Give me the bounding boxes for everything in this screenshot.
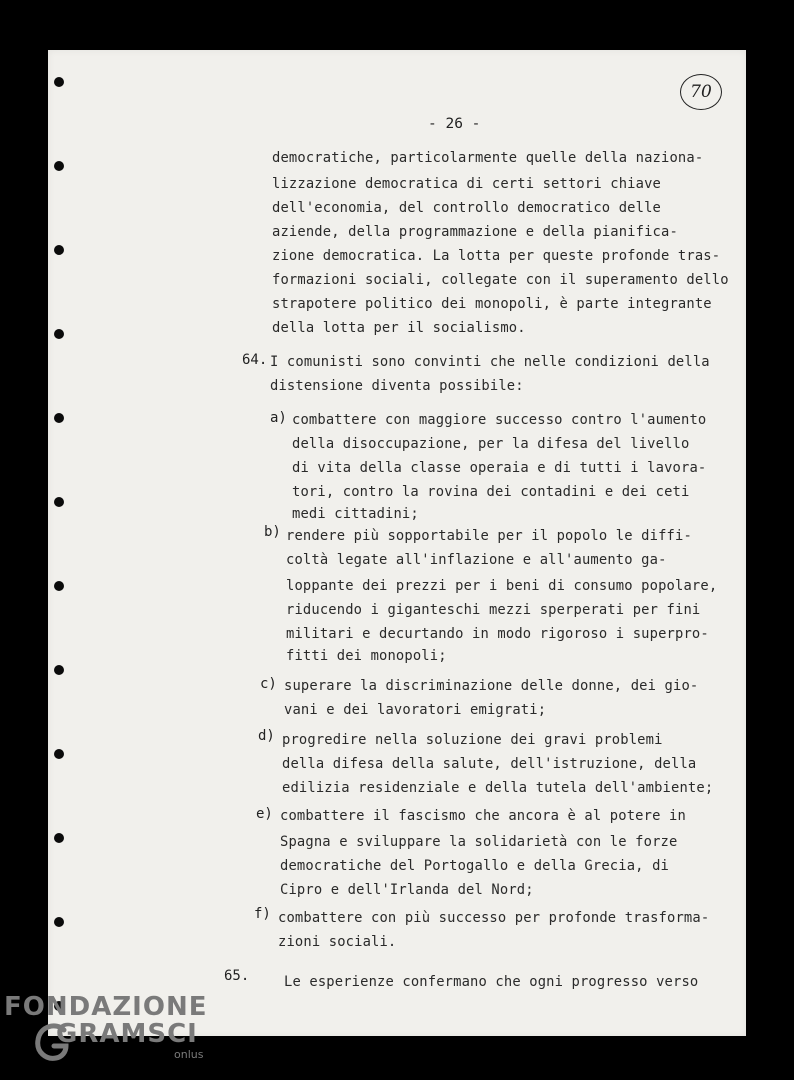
item-c-line: vani e dei lavoratori emigrati; bbox=[284, 702, 547, 718]
item-f-line: zioni sociali. bbox=[278, 934, 397, 950]
item-e-line: Spagna e sviluppare la solidarietà con le forze bbox=[280, 834, 678, 850]
watermark-line3: onlus bbox=[174, 1048, 204, 1061]
item-marker-d: d) bbox=[258, 728, 275, 744]
binder-hole bbox=[54, 497, 64, 507]
binder-hole bbox=[54, 917, 64, 927]
item-b-line: coltà legate all'inflazione e all'aumento ga- bbox=[286, 552, 667, 568]
body-line: dell'economia, del controllo democratico delle bbox=[272, 200, 661, 216]
document-page bbox=[48, 50, 746, 1036]
body-line: strapotere politico dei monopoli, è parte integrante bbox=[272, 296, 712, 312]
binder-hole bbox=[54, 413, 64, 423]
section-65-line: Le esperienze confermano che ogni progresso verso bbox=[284, 974, 699, 990]
binder-hole bbox=[54, 581, 64, 591]
binder-hole bbox=[54, 161, 64, 171]
item-a-line: combattere con maggiore successo contro l'aumento bbox=[292, 412, 707, 428]
item-b-line: militari e decurtando in modo rigoroso i superpro- bbox=[286, 626, 709, 642]
body-line: aziende, della programmazione e della pianifica- bbox=[272, 224, 678, 240]
item-marker-a: a) bbox=[270, 410, 287, 426]
item-marker-f: f) bbox=[254, 906, 271, 922]
watermark-line1: FONDAZIONE bbox=[4, 992, 208, 1022]
binder-hole bbox=[54, 749, 64, 759]
item-marker-c: c) bbox=[260, 676, 277, 692]
item-b-line: rendere più sopportabile per il popolo le diffi- bbox=[286, 528, 692, 544]
item-d-line: edilizia residenziale e della tutela dell'ambiente; bbox=[282, 780, 714, 796]
item-a-line: medi cittadini; bbox=[292, 506, 419, 522]
section-64-intro: I comunisti sono convinti che nelle condizioni della bbox=[270, 354, 710, 370]
page-number: - 26 - bbox=[428, 116, 481, 132]
binder-hole bbox=[54, 833, 64, 843]
body-line: della lotta per il socialismo. bbox=[272, 320, 526, 336]
item-marker-e: e) bbox=[256, 806, 273, 822]
watermark-line2: GRAMSCI bbox=[56, 1019, 198, 1049]
body-line: zione democratica. La lotta per queste profonde tras- bbox=[272, 248, 721, 264]
watermark bbox=[4, 992, 208, 1072]
item-a-line: di vita della classe operaia e di tutti i lavora- bbox=[292, 460, 707, 476]
item-c-line: superare la discriminazione delle donne, dei gio- bbox=[284, 678, 699, 694]
item-d-line: progredire nella soluzione dei gravi problemi bbox=[282, 732, 663, 748]
body-line: formazioni sociali, collegate con il superamento dello bbox=[272, 272, 729, 288]
item-f-line: combattere con più successo per profonde trasforma- bbox=[278, 910, 710, 926]
item-b-line: fitti dei monopoli; bbox=[286, 648, 447, 664]
item-b-line: loppante dei prezzi per i beni di consumo popolare, bbox=[286, 578, 718, 594]
binder-hole bbox=[54, 329, 64, 339]
section-64-intro: distensione diventa possibile: bbox=[270, 378, 524, 394]
binder-hole bbox=[54, 77, 64, 87]
item-e-line: Cipro e dell'Irlanda del Nord; bbox=[280, 882, 534, 898]
item-e-line: democratiche del Portogallo e della Grecia, di bbox=[280, 858, 669, 874]
item-a-line: della disoccupazione, per la difesa del livello bbox=[292, 436, 690, 452]
body-line: democratiche, particolarmente quelle della naziona- bbox=[272, 150, 704, 166]
item-d-line: della difesa della salute, dell'istruzione, della bbox=[282, 756, 697, 772]
section-number-64: 64. bbox=[242, 352, 268, 368]
item-b-line: riducendo i giganteschi mezzi sperperati per fini bbox=[286, 602, 701, 618]
item-a-line: tori, contro la rovina dei contadini e dei ceti bbox=[292, 484, 690, 500]
binder-hole bbox=[54, 665, 64, 675]
binder-hole bbox=[54, 245, 64, 255]
folio-stamp: 70 bbox=[680, 74, 722, 110]
item-e-line: combattere il fascismo che ancora è al potere in bbox=[280, 808, 686, 824]
item-marker-b: b) bbox=[264, 524, 281, 540]
body-line: lizzazione democratica di certi settori chiave bbox=[272, 176, 661, 192]
section-number-65: 65. bbox=[224, 968, 250, 984]
